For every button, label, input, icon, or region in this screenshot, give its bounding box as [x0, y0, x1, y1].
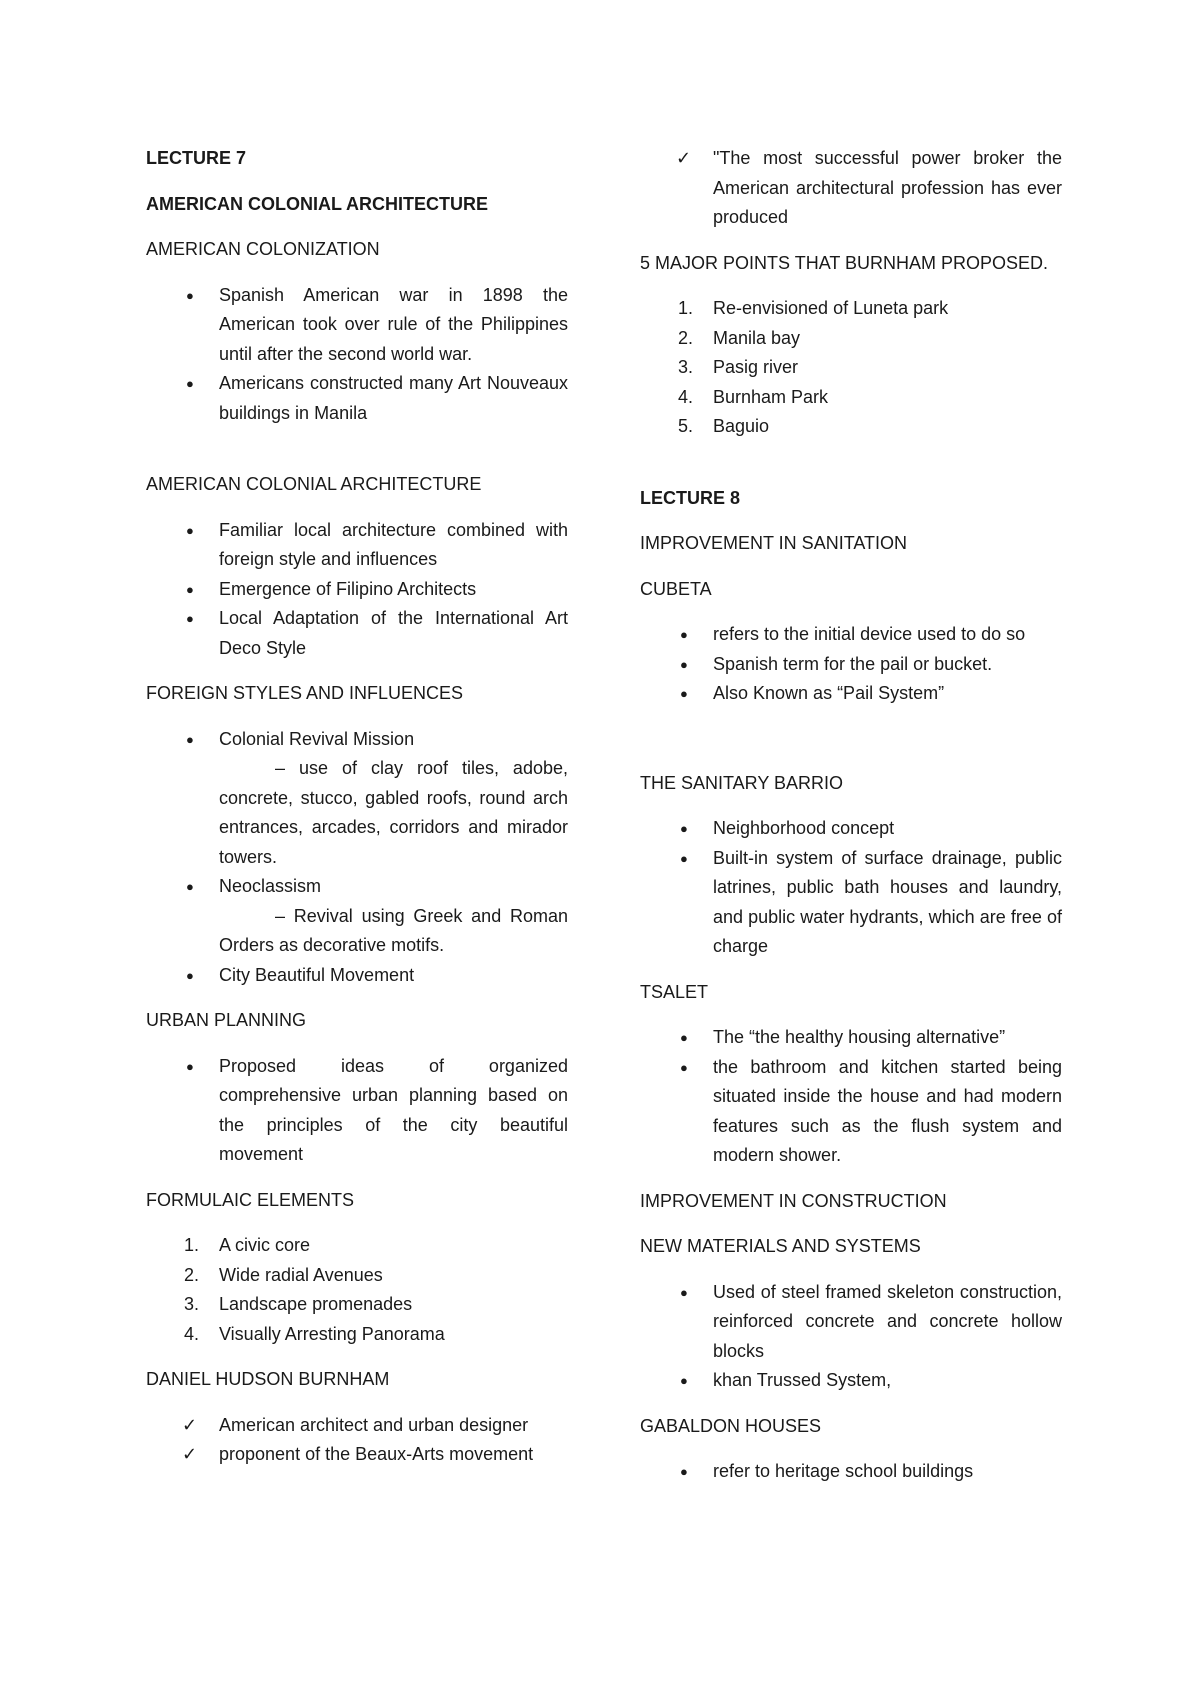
bullet-icon: ●	[680, 1373, 688, 1388]
sanitary-barrio-heading: THE SANITARY BARRIO	[640, 772, 844, 793]
bullet-icon: ●	[186, 731, 194, 747]
foreign-styles-heading: FOREIGN STYLES AND INFLUENCES	[146, 683, 464, 703]
list-item: 1. Re-envisioned of Luneta park	[678, 298, 949, 318]
list-item: ✓ "The most successful power broker the American architectural profession has ever produced	[640, 144, 1062, 233]
list-item: ● refers to the initial device used to do so	[640, 620, 1062, 650]
main-title: AMERICAN COLONIAL ARCHITECTURE	[146, 193, 488, 214]
list-item: 2. Wide radial Avenues	[184, 1264, 383, 1285]
right-column	[640, 144, 1062, 1503]
list-item: ● Local Adaptation of the International Art Deco Style	[146, 604, 568, 663]
materials-list	[640, 1278, 1062, 1396]
list-item: ● khan Trussed System,	[640, 1366, 1062, 1396]
bullet-icon: ●	[186, 287, 194, 303]
list-item: 3. Landscape promenades	[184, 1294, 413, 1314]
sanitary-barrio-list	[640, 814, 1062, 962]
list-item: ● Spanish term for the pail or bucket.	[640, 650, 1062, 680]
bullet-icon: ●	[680, 686, 688, 701]
bullet-icon: ●	[680, 1059, 688, 1075]
colonization-heading: AMERICAN COLONIZATION	[146, 239, 380, 259]
urban-planning-list	[146, 1052, 568, 1170]
tsalet-list	[640, 1023, 1062, 1171]
foreign-styles-list	[146, 725, 568, 991]
bullet-icon: ●	[186, 611, 194, 626]
checkmark-icon: ✓	[182, 1414, 198, 1435]
bullet-icon: ●	[186, 967, 194, 983]
list-item: 4. Burnham Park	[678, 386, 829, 407]
construction-heading: IMPROVEMENT IN CONSTRUCTION	[640, 1190, 947, 1211]
list-item: ● The “the healthy housing alternative”	[640, 1023, 1062, 1053]
formulaic-list	[146, 1231, 568, 1349]
list-item: ● Built-in system of surface drainage, public latrines, public bath houses and laundry, and public water hydrants, which are free of charge	[640, 844, 1062, 962]
bullet-icon: ●	[186, 581, 194, 597]
tsalet-heading: TSALET	[640, 981, 709, 1002]
list-item: ✓ proponent of the Beaux-Arts movement	[146, 1440, 568, 1470]
list-item: ● Used of steel framed skeleton construction, reinforced concrete and concrete hollow blocks	[640, 1278, 1062, 1367]
bullet-icon: ●	[680, 1464, 688, 1479]
lecture-7-title: LECTURE 7	[146, 148, 247, 168]
cubeta-heading: CUBETA	[640, 578, 712, 599]
gabaldon-heading: GABALDON HOUSES	[640, 1415, 822, 1436]
bullet-icon: ●	[680, 627, 688, 642]
bullet-icon: ●	[186, 522, 194, 538]
colonial-arch-list	[146, 516, 568, 664]
formulaic-heading: FORMULAIC ELEMENTS	[146, 1189, 355, 1210]
colonial-arch-heading: AMERICAN COLONIAL ARCHITECTURE	[146, 474, 482, 494]
burnham-heading: DANIEL HUDSON BURNHAM	[146, 1369, 390, 1389]
burnham-list	[146, 1411, 568, 1470]
major-points-heading: 5 MAJOR POINTS THAT BURNHAM PROPOSED.	[640, 252, 1049, 273]
bullet-icon: ●	[680, 1284, 688, 1300]
colonization-list	[146, 281, 568, 429]
list-item: ● Colonial Revival Mission – use of clay roof tiles, adobe, concrete, stucco, gabled roofs, round arch entrances, arcades, corridors and mirador towers.	[146, 725, 568, 873]
list-item: ● Americans constructed many Art Nouveaux buildings in Manila	[146, 369, 568, 428]
list-item: ● refer to heritage school buildings	[640, 1457, 1062, 1487]
list-item: ● the bathroom and kitchen started being situated inside the house and had modern features such as the flush system and modern shower.	[640, 1053, 1062, 1171]
bullet-icon: ●	[680, 656, 688, 672]
bullet-icon: ●	[680, 821, 688, 836]
list-item: ● Familiar local architecture combined with foreign style and influences	[146, 516, 568, 575]
list-item: ✓ American architect and urban designer	[146, 1411, 568, 1441]
left-column	[146, 144, 568, 1486]
materials-heading: NEW MATERIALS AND SYSTEMS	[640, 1236, 921, 1256]
list-item: ● Also Known as “Pail System”	[640, 679, 1062, 709]
list-item: 4. Visually Arresting Panorama	[184, 1323, 445, 1344]
sanitation-heading: IMPROVEMENT IN SANITATION	[640, 533, 908, 553]
bullet-icon: ●	[186, 879, 194, 894]
urban-planning-heading: URBAN PLANNING	[146, 1010, 307, 1030]
bullet-icon: ●	[680, 1030, 688, 1045]
list-item: ● City Beautiful Movement	[146, 961, 568, 991]
major-points-list	[640, 294, 1062, 442]
burnham-quote-list	[640, 144, 1062, 233]
bullet-icon: ●	[680, 850, 688, 866]
list-item: 5. Baguio	[678, 416, 770, 436]
list-item: ● Neighborhood concept	[640, 814, 1062, 844]
list-item: ● Spanish American war in 1898 the American took over rule of the Philippines until after the second world war.	[146, 281, 568, 370]
gabaldon-list	[640, 1457, 1062, 1487]
list-item: 3. Pasig river	[678, 357, 799, 377]
list-item: ● Emergence of Filipino Architects	[146, 575, 568, 605]
cubeta-list	[640, 620, 1062, 709]
list-item: ● Proposed ideas of organized comprehensive urban planning based on the principles of the city beautiful movement	[146, 1052, 568, 1170]
list-item: 2. Manila bay	[678, 327, 801, 348]
list-item: 1. A civic core	[184, 1235, 311, 1255]
checkmark-icon: ✓	[676, 148, 692, 168]
bullet-icon: ●	[186, 376, 194, 391]
checkmark-icon: ✓	[182, 1444, 198, 1464]
lecture-8-title: LECTURE 8	[640, 487, 741, 508]
bullet-icon: ●	[186, 1058, 194, 1074]
list-item: ● Neoclassism – Revival using Greek and Roman Orders as decorative motifs.	[146, 872, 568, 961]
